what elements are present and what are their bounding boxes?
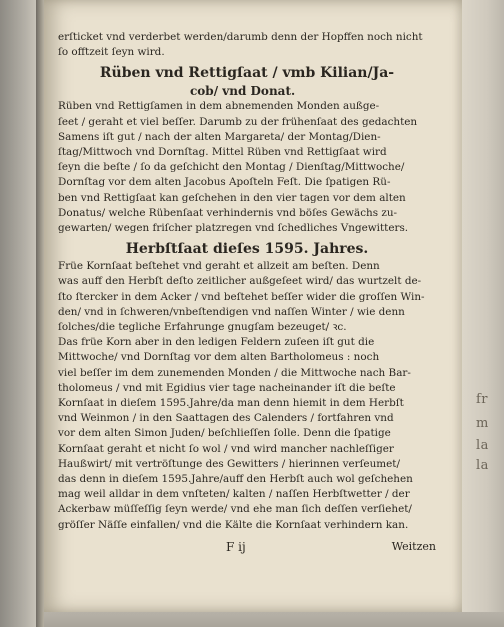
- book-gutter: [0, 0, 46, 627]
- text-line: ſeyn die beſte / ſo da geſchicht den Montag / Dienſtag/Mittwoche/: [58, 161, 405, 174]
- text-line: Ackerbaw müſſeſſig ſeyn werde/ vnd ehe man ſich deſſen verſiehet/: [58, 503, 412, 516]
- text-line: ſeet / geraht et viel beſſer. Darumb zu der frühenſaat des gedachten: [58, 115, 418, 128]
- text-line: Kornſaat geraht et nicht ſo wol / vnd wird mancher nachleſſiger: [58, 442, 394, 455]
- text-line: Rüben vnd Rettigſamen in dem abnemenden Monden außge-: [58, 100, 380, 113]
- text-line: ſolches/die tegliche Erfahrunge gnugſam bezeuget/ ꝛc.: [58, 321, 347, 334]
- text-line: Das früe Korn aber in den ledigen Feldern zuſeen iſt gut die: [58, 336, 375, 349]
- margin-fragment-4: la: [476, 458, 489, 473]
- text-line: ſto ſtercker in dem Acker / vnd beſtehet beſſer wider die groſſen Win-: [58, 290, 425, 303]
- text-line: ſo offtzeit ſeyn wird.: [58, 46, 165, 59]
- margin-fragment-2: m: [476, 416, 489, 431]
- text-line: den/ vnd in ſchweren/vnbeſtendigen vnd naſſen Winter / wie denn: [58, 305, 405, 318]
- text-line: ben vnd Rettigſaat kan geſchehen in den vier tagen vor dem alten: [58, 191, 406, 204]
- margin-fragment-1: fr: [476, 392, 489, 407]
- page-bottom-edge: [44, 612, 504, 627]
- text-line: tholomeus / vnd mit Egidius vier tage nacheinander iſt die beſte: [58, 381, 396, 394]
- signature-mark: F ij: [226, 540, 246, 554]
- text-line: Früe Kornſaat beſtehet vnd geraht et allzeit am beſten. Denn: [58, 260, 380, 273]
- text-line: erſticket vnd verderbet werden/darumb denn der Hopffen noch nicht: [58, 31, 423, 43]
- text-line: was auff den Herbſt deſto zeitlicher außgeſeet wird/ das wurtzelt de-: [58, 275, 422, 288]
- text-line: vnd Weinmon / in den Saattagen des Calenders / fortfahren vnd: [58, 412, 394, 425]
- page-text: [58, 30, 436, 533]
- page-footer: [58, 540, 436, 560]
- text-line: gewarten/ wegen friſcher platzregen vnd ſchedliches Vngewitters.: [58, 222, 409, 235]
- text-line: vor dem alten Simon Juden/ beſchlieſſen ſolle. Denn die ſpatige: [58, 427, 391, 440]
- text-line: gröſſer Näſſe einfallen/ vnd die Kälte die Kornſaat verhindern kan.: [58, 518, 409, 531]
- text-line: Donatus/ welche Rübenſaat verhindernis vnd böſes Gewächs zu-: [58, 206, 398, 219]
- text-line: mag weil alldar in dem vnſteten/ kalten / naſſen Herbſtwetter / der: [58, 488, 410, 501]
- text-line: das denn in dieſem 1595.Jahre/auff den Herbſt auch wol geſchehen: [58, 473, 413, 486]
- text-line: viel beſſer im dem zunemenden Monden / die Mittwoche nach Bar-: [58, 366, 411, 379]
- section-heading-herbstsaat: Herbſtſaat dieſes 1595. Jahres.: [125, 241, 369, 258]
- text-line: Dornſtag vor dem alten Jacobus Apoſteln Feſt. Die ſpatigen Rü-: [58, 176, 391, 189]
- text-line: Haußwirt/ mit vertröſtunge des Gewitters / hierinnen verſeumet/: [58, 457, 400, 470]
- text-line: Samens iſt gut / nach der alten Margareta/ der Montag/Dien-: [58, 130, 381, 143]
- margin-fragment-3: la: [476, 438, 489, 453]
- text-line: ſtag/Mittwoch vnd Dornſtag. Mittel Rüben vnd Rettigſaat wird: [58, 146, 387, 159]
- text-line: Mittwoche/ vnd Dornſtag vor dem alten Bartholomeus : noch: [58, 351, 380, 364]
- section-heading-rueben: Rüben vnd Rettigſaat / vmb Kilian/Ja-: [99, 65, 395, 82]
- catchword: Weitzen: [391, 540, 436, 553]
- facing-page-edge: [462, 0, 504, 627]
- text-line: Kornſaat in dieſem 1595.Jahre/da man denn hiemit in dem Herbſt: [58, 397, 404, 410]
- section-heading-rueben-cont: cob/ vnd Donat.: [190, 84, 296, 99]
